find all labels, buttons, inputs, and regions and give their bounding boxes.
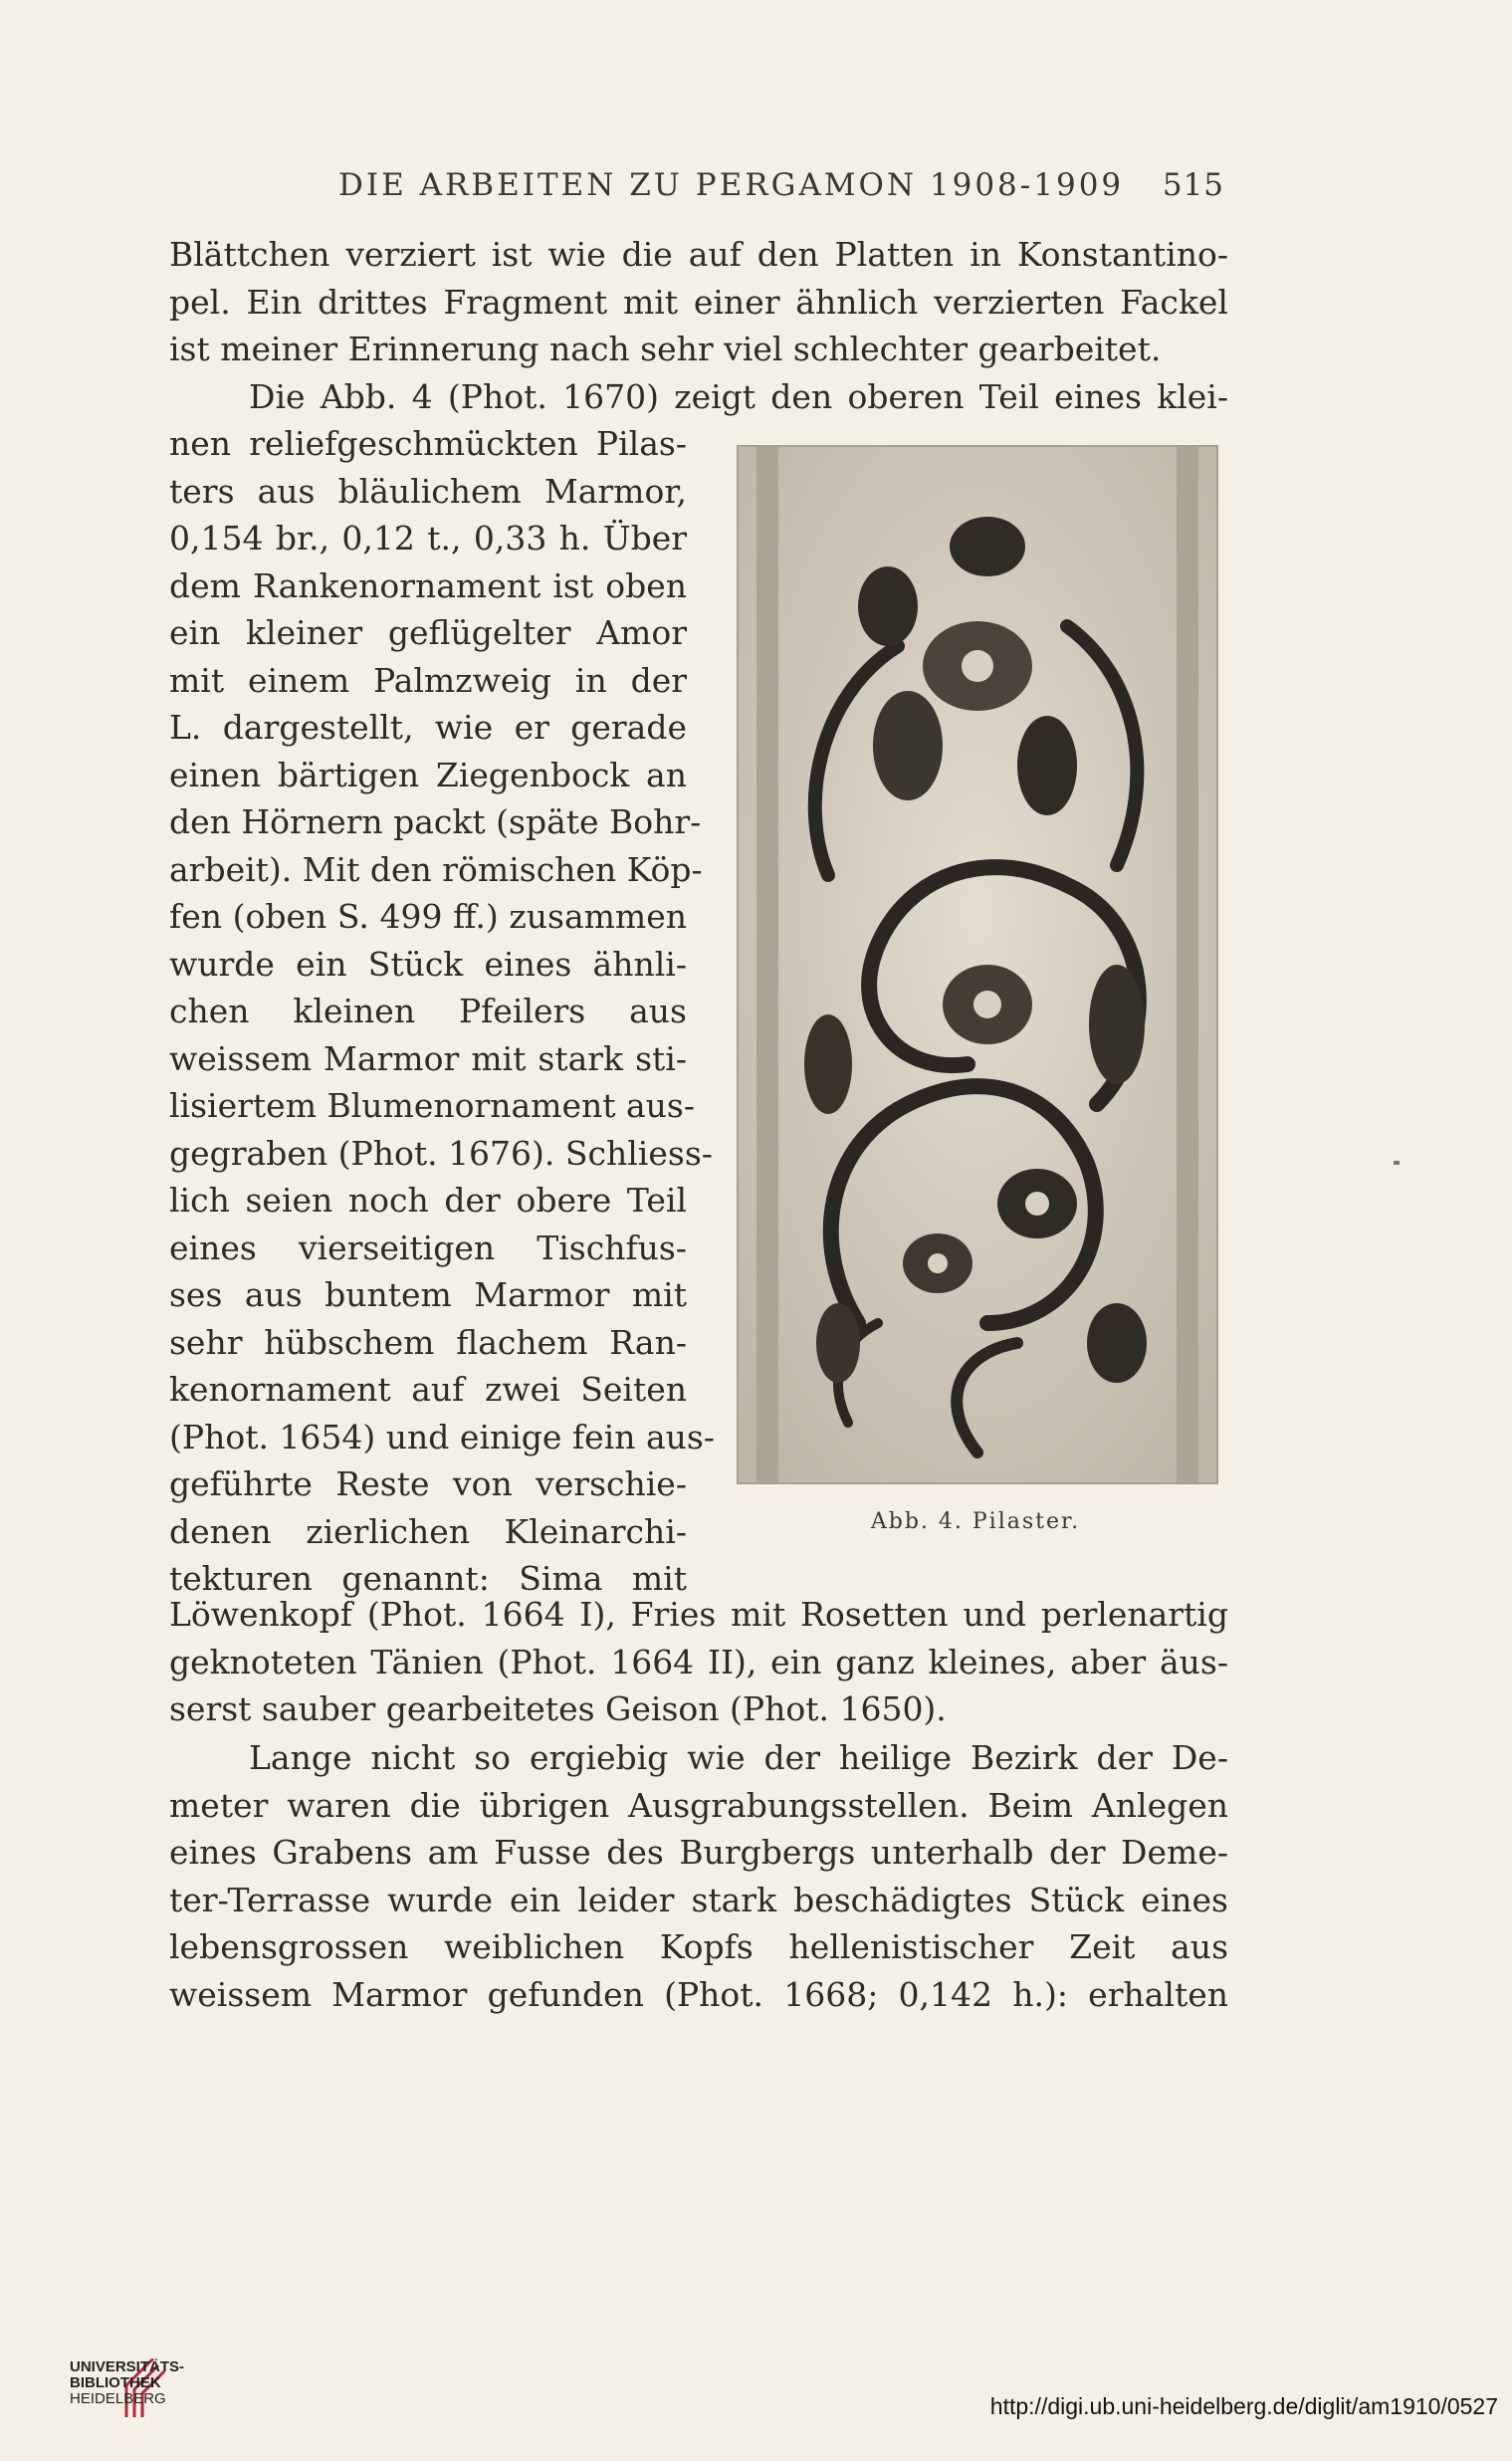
text-line: lebensgrossen weiblichen Kopfs hellenistischer Zeit aus	[169, 1927, 1228, 1966]
text-line: L. dargestellt, wie er gerade	[169, 708, 687, 747]
text-line: ses aus buntem Marmor mit	[169, 1275, 687, 1314]
pilaster-figure	[737, 445, 1218, 1484]
text-line: ters aus bläulichem Marmor,	[169, 471, 687, 511]
text-line: weissem Marmor mit stark sti-	[169, 1038, 687, 1078]
text-line: ein kleiner geflügelter Amor	[169, 613, 687, 652]
paragraph-after-figure	[169, 1591, 1228, 1733]
text-line: geknoteten Tänien (Phot. 1664 II), ein ganz kleines, aber äus-	[169, 1642, 1228, 1681]
text-line: lisiertem Blumenornament aus-	[169, 1086, 696, 1125]
text-line: Blättchen verziert ist wie die auf den Platten in Konstantino-	[169, 235, 1228, 274]
text-line: fen (oben S. 499 ff.) zusammen	[169, 897, 687, 936]
text-line: sehr hübschem flachem Ran-	[169, 1322, 687, 1362]
text-line: chen kleinen Pfeilers aus	[169, 992, 687, 1030]
text-line: Die Abb. 4 (Phot. 1670) zeigt den oberen Teil eines klei-	[249, 376, 1228, 416]
figure-caption: Abb. 4. Pilaster.	[870, 1509, 1081, 1534]
header-title: DIE ARBEITEN ZU PERGAMON 1908-1909	[338, 167, 1125, 203]
text-line: denen zierlichen Kleinarchi-	[169, 1511, 687, 1551]
paragraph-narrow	[169, 420, 715, 1603]
page-number: 515	[1162, 167, 1224, 203]
running-header	[169, 167, 1224, 213]
text-line: weissem Marmor gefunden (Phot. 1668; 0,142 h.): erhalten	[169, 1974, 1228, 2014]
text-line: Löwenkopf (Phot. 1664 I), Fries mit Rosetten und perlenartig	[169, 1595, 1228, 1634]
text-line: den Hörnern packt (späte Bohr-	[169, 802, 702, 841]
text-line: geführte Reste von verschie-	[169, 1464, 687, 1503]
paragraph-last	[169, 1734, 1228, 2018]
text-line: wurde ein Stück eines ähnli-	[169, 944, 687, 984]
library-logo-text	[70, 2359, 184, 2407]
text-line: Lange nicht so ergiebig wie der heilige Bezirk der De-	[249, 1738, 1228, 1777]
text-line: ter-Terrasse wurde ein leider stark beschädigtes Stück eines	[169, 1880, 1228, 1919]
pilaster-relief-image	[739, 447, 1216, 1482]
text-line: nen reliefgeschmückten Pilas-	[169, 424, 687, 463]
text-line: eines vierseitigen Tischfus-	[169, 1228, 687, 1267]
text-line: ist meiner Erinnerung nach sehr viel schlechter gearbeitet.	[169, 330, 1162, 368]
logo-line-3: HEIDELBERG	[70, 2390, 166, 2407]
text-line: mit einem Palmzweig in der	[169, 660, 687, 700]
paragraph-top	[169, 231, 1228, 420]
text-line: gegraben (Phot. 1676). Schliess-	[169, 1133, 713, 1173]
text-line: meter waren die übrigen Ausgrabungsstellen. Beim Anlegen	[169, 1785, 1228, 1825]
text-line: (Phot. 1654) und einige fein aus-	[169, 1417, 715, 1456]
text-line: lich seien noch der obere Teil	[169, 1181, 687, 1220]
text-line: dem Rankenornament ist oben	[169, 565, 687, 605]
text-line: einen bärtigen Ziegenbock an	[169, 755, 687, 794]
logo-line-2: BIBLIOTHEK	[70, 2374, 161, 2391]
text-line: arbeit). Mit den römischen Köp-	[169, 849, 703, 889]
text-line: pel. Ein drittes Fragment mit einer ähnlich verzierten Fackel	[169, 282, 1228, 322]
source-url-link[interactable]: http://digi.ub.uni-heidelberg.de/diglit/am1910/0527	[989, 2393, 1498, 2419]
text-line: serst sauber gearbeitetes Geison (Phot. 1650).	[169, 1689, 947, 1728]
text-line: eines Grabens am Fusse des Burgbergs unterhalb der Deme-	[169, 1833, 1228, 1872]
text-line: kenornament auf zwei Seiten	[169, 1370, 687, 1409]
text-line: tekturen genannt: Sima mit	[169, 1559, 687, 1598]
logo-line-1: UNIVERSITÄTS-	[70, 2358, 185, 2375]
scan-speck	[1394, 1161, 1400, 1165]
text-line: 0,154 br., 0,12 t., 0,33 h. Über	[169, 519, 687, 558]
